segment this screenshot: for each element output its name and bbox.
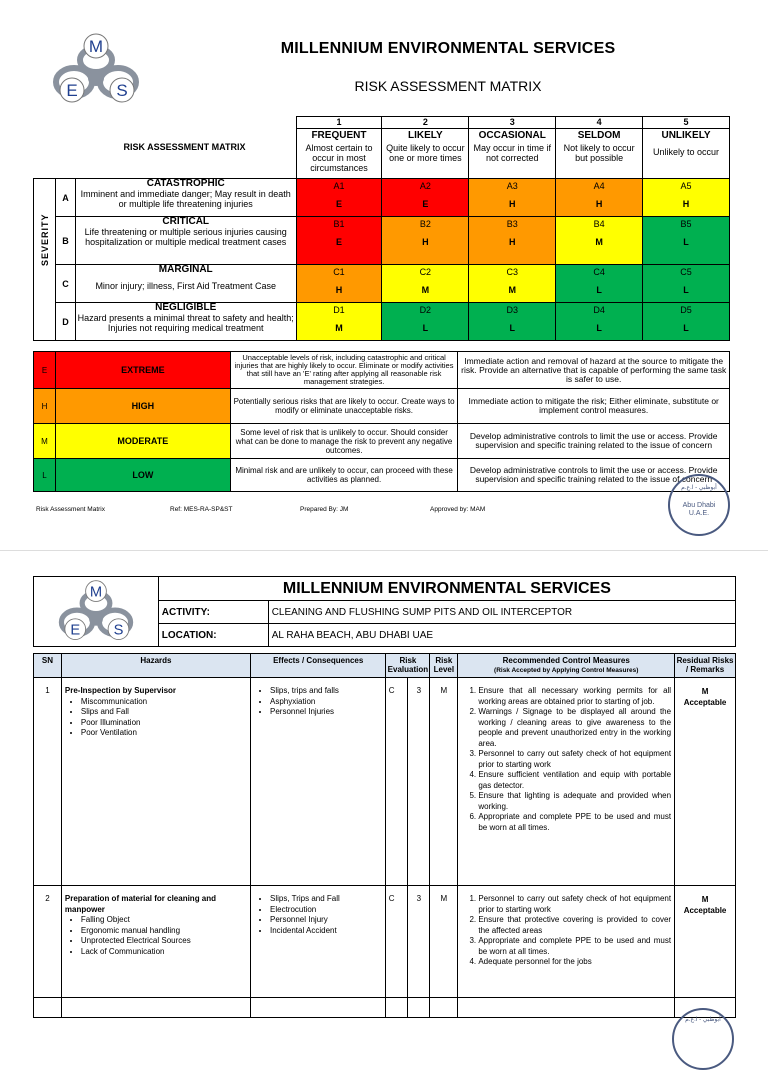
matrix-cell xyxy=(469,265,556,303)
matrix-cell-code: C4 xyxy=(593,267,605,277)
matrix-cell-code: D4 xyxy=(593,305,605,315)
hazard-list xyxy=(65,915,247,957)
col-header-sn: SN xyxy=(34,654,62,678)
matrix-cell-level: M xyxy=(595,237,603,247)
legend-action: Immediate action to mitigate the risk; Either eliminate, substitute or implement control measures. xyxy=(458,389,730,424)
residual-text: Acceptable xyxy=(683,698,727,707)
matrix-cell-level: L xyxy=(683,323,689,333)
legend-description: Some level of risk that is unlikely to occur. Should consider what can be done to manage the risk to prevent any negative outcomes. xyxy=(230,424,458,459)
activity-label: ACTIVITY: xyxy=(158,601,268,624)
logo-letter-m: M xyxy=(88,37,104,56)
legend-name: LOW xyxy=(55,459,230,492)
matrix-cell xyxy=(556,179,643,217)
activity-header xyxy=(33,576,736,647)
matrix-cell-level: E xyxy=(335,237,342,247)
matrix-cell-level: E xyxy=(335,199,342,209)
likelihood-likely: LIKELY Quite likely to occur one or more times xyxy=(382,129,469,179)
likelihood-frequent: FREQUENT Almost certain to occur in most circumstances xyxy=(296,129,382,179)
logo-letter-s: S xyxy=(113,622,124,639)
legend-name: EXTREME xyxy=(55,352,230,389)
legend-row-moderate xyxy=(34,424,730,459)
control-item: 4. Ensure sufficient ventilation and equip with portable gas detector. xyxy=(478,770,671,791)
location-label: LOCATION: xyxy=(158,624,268,647)
control-item: 1. Personnel to carry out safety check of hot equipment prior to starting work xyxy=(478,894,671,915)
effect-item: • Slips, Trips and Fall xyxy=(270,894,382,905)
footer-prepared-by: Prepared By: JM xyxy=(300,506,349,513)
risk-severity: C xyxy=(388,894,395,903)
residual-level: M xyxy=(701,687,709,696)
matrix-cell-level: M xyxy=(335,323,343,333)
matrix-cell-code: B3 xyxy=(506,219,518,229)
table-row xyxy=(34,678,736,886)
effect-item: • Personnel Injury xyxy=(270,915,382,926)
legend-description: Potentially serious risks that are likely to occur. Create ways to modify or eliminate unacceptable risks. xyxy=(230,389,458,424)
legend-row-high xyxy=(34,389,730,424)
matrix-cell xyxy=(469,179,556,217)
company-name: MILLENNIUM ENVIRONMENTAL SERVICES xyxy=(158,577,735,601)
matrix-cell-code: B1 xyxy=(333,219,345,229)
risk-matrix xyxy=(33,116,730,341)
matrix-cell-level: L xyxy=(596,285,602,295)
matrix-cell-level: L xyxy=(596,323,602,333)
control-item: 4. Adequate personnel for the jobs xyxy=(478,957,671,968)
company-stamp xyxy=(668,474,730,536)
effect-item: • Electrocution xyxy=(270,905,382,916)
matrix-cell xyxy=(296,179,382,217)
matrix-cell xyxy=(296,217,382,265)
document-title: RISK ASSESSMENT MATRIX xyxy=(354,78,542,94)
severity-marginal: MARGINAL Minor injury; illness, First Aid Treatment Case xyxy=(75,265,296,303)
matrix-cell xyxy=(382,179,469,217)
matrix-cell-level: H xyxy=(682,199,690,209)
matrix-cell-code: C1 xyxy=(333,267,345,277)
severity-negligible: NEGLIGIBLE Hazard presents a minimal threat to safety and health; Injuries not requiring medical treatment xyxy=(75,303,296,341)
hazard-title: Preparation of material for cleaning and manpower xyxy=(64,894,217,914)
risk-assessment-table xyxy=(33,653,736,1018)
legend-description: Unacceptable levels of risk, including catastrophic and critical injuries that are highly likely to occur. Eliminate or modify activities that still have an 'E' rating after applying all reasonable risk management strategies. xyxy=(230,352,458,389)
hazard-item: • Slips and Fall xyxy=(81,707,247,718)
matrix-cell-level: L xyxy=(422,323,429,333)
legend-action: Develop administrative controls to limit the use or access. Provide supervision and specific training related to the issue of concern xyxy=(458,424,730,459)
matrix-cell-level: H xyxy=(422,237,429,247)
matrix-cell-level: L xyxy=(683,285,689,295)
control-item: 2. Warnings / Signage to be displayed all around the working / cleaning areas to give awareness to the people and prevent unauthorized entry in the working area. xyxy=(478,707,671,749)
severity-catastrophic: CATASTROPHIC Imminent and immediate danger; May result in death or multiple life threatening injuries xyxy=(75,179,296,217)
logo-letter-m: M xyxy=(89,584,103,601)
logo-letter-e: E xyxy=(66,81,78,100)
matrix-cell-code: C3 xyxy=(506,267,518,277)
residual-level: M xyxy=(701,895,709,904)
row-sn: 1 xyxy=(34,678,62,886)
matrix-cell-level: M xyxy=(508,285,516,295)
controls-list xyxy=(458,894,671,968)
matrix-cell-code: A4 xyxy=(593,181,605,191)
matrix-cell xyxy=(643,179,730,217)
legend-description: Minimal risk and are unlikely to occur, can proceed with these activities as planned. xyxy=(230,459,458,492)
control-item: 3. Personnel to carry out safety check of hot equipment prior to starting work xyxy=(478,749,671,770)
residual-cell xyxy=(675,886,736,998)
footer-approved-by: Approved by: MAM xyxy=(430,506,486,513)
likelihood-num: 5 xyxy=(643,117,730,129)
matrix-cell xyxy=(556,217,643,265)
col-header-risk-level: Risk Level xyxy=(430,654,458,678)
likelihood-num: 4 xyxy=(556,117,643,129)
table-header-row xyxy=(34,654,736,678)
control-item: 5. Ensure that lighting is adequate and provided when working. xyxy=(478,791,671,812)
logo-cell xyxy=(34,577,159,647)
footer-doc-name: Risk Assessment Matrix xyxy=(36,506,105,513)
matrix-cell-code: B2 xyxy=(419,219,431,229)
col-header-residual: Residual Risks / Remarks xyxy=(675,654,736,678)
control-item: 2. Ensure that protective covering is provided to cover the affected areas xyxy=(478,915,671,936)
matrix-cell-level: L xyxy=(683,237,689,247)
matrix-cell-code: A5 xyxy=(680,181,692,191)
risk-evaluation-cell xyxy=(386,678,408,886)
stamp-country: U.A.E. xyxy=(688,510,710,517)
effect-item: • Asphyxiation xyxy=(270,697,382,708)
matrix-cell-level: H xyxy=(508,237,516,247)
matrix-label: RISK ASSESSMENT MATRIX xyxy=(123,142,246,153)
matrix-cell-code: D1 xyxy=(333,305,345,315)
likelihood-num: 1 xyxy=(296,117,382,129)
risk-level: M xyxy=(430,886,458,998)
matrix-cell xyxy=(469,217,556,265)
effects-list xyxy=(254,894,382,936)
likelihood-num: 3 xyxy=(469,117,556,129)
hazard-item: • Unprotected Electrical Sources xyxy=(81,936,247,947)
matrix-cell-code: C2 xyxy=(419,267,432,277)
activity-value: CLEANING AND FLUSHING SUMP PITS AND OIL INTERCEPTOR xyxy=(268,601,735,624)
matrix-cell xyxy=(296,303,382,341)
matrix-cell-code: A2 xyxy=(419,181,431,191)
col-header-controls: Recommended Control Measures (Risk Accepted by Applying Control Measures) xyxy=(458,654,675,678)
company-stamp xyxy=(672,1008,734,1070)
matrix-cell xyxy=(382,265,469,303)
risk-severity: C xyxy=(388,686,395,695)
matrix-cell-level: M xyxy=(421,285,430,295)
controls-cell xyxy=(458,678,675,886)
hazards-cell xyxy=(61,886,250,998)
logo-letter-e: E xyxy=(70,622,81,639)
control-item: 6. Appropriate and complete PPE to be used and must be worn at all times. xyxy=(478,812,671,833)
controls-list xyxy=(458,686,671,833)
matrix-cell-code: B4 xyxy=(593,219,605,229)
footer-ref: Ref: MES-RA-SP&ST xyxy=(170,506,233,513)
legend-code: E xyxy=(34,352,56,389)
company-logo xyxy=(44,32,148,106)
matrix-cell xyxy=(643,217,730,265)
matrix-cell xyxy=(643,265,730,303)
hazard-item: • Falling Object xyxy=(81,915,247,926)
likelihood-unlikely: UNLIKELY Unlikely to occur xyxy=(643,129,730,179)
company-logo xyxy=(44,579,148,643)
matrix-cell xyxy=(382,303,469,341)
severity-axis: SEVERITY xyxy=(34,179,56,341)
hazard-list xyxy=(65,697,247,739)
matrix-cell-level: H xyxy=(595,199,603,209)
risk-legend xyxy=(33,351,730,492)
control-item: 3. Appropriate and complete PPE to be used and must be worn at all times. xyxy=(478,936,671,957)
effects-cell xyxy=(251,678,386,886)
legend-action: Immediate action and removal of hazard at the source to mitigate the risk. Provide an alternative that is capable of performing the same task is safer to use. xyxy=(458,352,730,389)
logo-letter-s: S xyxy=(116,81,128,100)
stamp-arabic: أبوظبي - ا.ع.م xyxy=(681,485,717,491)
matrix-cell-code: A1 xyxy=(333,181,345,191)
table-row xyxy=(34,998,736,1018)
col-header-effects: Effects / Consequences xyxy=(251,654,386,678)
stamp-arabic: أبوظبي - ا.ع.م xyxy=(685,1017,721,1023)
matrix-cell-code: B5 xyxy=(680,219,692,229)
hazard-item: • Miscommunication xyxy=(81,697,247,708)
risk-evaluation-cell xyxy=(386,886,408,998)
page-separator xyxy=(0,550,768,551)
hazard-item: • Poor Ventilation xyxy=(81,728,247,739)
legend-row-low xyxy=(34,459,730,492)
likelihood-num: 2 xyxy=(382,117,469,129)
legend-name: MODERATE xyxy=(55,424,230,459)
legend-name: HIGH xyxy=(55,389,230,424)
row-sn: 2 xyxy=(34,886,62,998)
table-row xyxy=(34,886,736,998)
risk-probability: 3 xyxy=(408,886,430,998)
matrix-cell-code: A3 xyxy=(506,181,518,191)
effect-item: • Slips, trips and falls xyxy=(270,686,382,697)
risk-level: M xyxy=(430,678,458,886)
risk-probability: 3 xyxy=(408,678,430,886)
effects-list xyxy=(254,686,382,718)
matrix-cell xyxy=(556,303,643,341)
hazard-item: • Ergonomic manual handling xyxy=(81,926,247,937)
matrix-cell xyxy=(382,217,469,265)
hazard-title: Pre-Inspection by Supervisor xyxy=(64,686,177,695)
legend-action: Develop administrative controls to limit the use or access. Provide supervision and specific training related to the issue of concern xyxy=(458,459,730,492)
matrix-cell-level: L xyxy=(509,323,515,333)
col-header-risk-evaluation: Risk Evaluation xyxy=(386,654,430,678)
matrix-cell-code: D3 xyxy=(506,305,518,315)
matrix-cell-level: E xyxy=(422,199,429,209)
severity-letter: C xyxy=(55,265,75,303)
severity-letter: D xyxy=(55,303,75,341)
matrix-cell-code: D5 xyxy=(680,305,692,315)
hazard-item: • Poor Illumination xyxy=(81,718,247,729)
effect-item: • Incidental Accident xyxy=(270,926,382,937)
matrix-cell xyxy=(556,265,643,303)
matrix-cell xyxy=(296,265,382,303)
legend-code: H xyxy=(34,389,56,424)
effects-cell xyxy=(251,886,386,998)
control-item: 1. Ensure that all necessary working permits for all working areas are obtained prior to starting of job. xyxy=(478,686,671,707)
severity-letter: A xyxy=(55,179,75,217)
residual-text: Acceptable xyxy=(683,906,727,915)
residual-cell xyxy=(675,678,736,886)
legend-code: L xyxy=(34,459,56,492)
hazard-item: • Lack of Communication xyxy=(81,947,247,958)
matrix-cell-level: H xyxy=(335,285,343,295)
matrix-cell-level: H xyxy=(508,199,516,209)
likelihood-seldom: SELDOM Not likely to occur but possible xyxy=(556,129,643,179)
stamp-city: Abu Dhabi xyxy=(682,502,716,509)
company-name: MILLENNIUM ENVIRONMENTAL SERVICES xyxy=(280,40,616,57)
effect-item: • Personnel Injuries xyxy=(270,707,382,718)
matrix-cell-code: D2 xyxy=(419,305,432,315)
severity-critical: CRITICAL Life threatening or multiple serious injuries causing hospitalization or multiple medical treatment cases xyxy=(75,217,296,265)
matrix-cell-code: C5 xyxy=(680,267,692,277)
likelihood-occasional: OCCASIONAL May occur in time if not corrected xyxy=(469,129,556,179)
location-value: AL RAHA BEACH, ABU DHABI UAE xyxy=(268,624,735,647)
legend-code: M xyxy=(34,424,56,459)
matrix-cell xyxy=(469,303,556,341)
severity-letter: B xyxy=(55,217,75,265)
hazards-cell xyxy=(61,678,250,886)
controls-cell xyxy=(458,886,675,998)
matrix-cell xyxy=(643,303,730,341)
legend-row-extreme xyxy=(34,352,730,389)
col-header-hazards: Hazards xyxy=(61,654,250,678)
